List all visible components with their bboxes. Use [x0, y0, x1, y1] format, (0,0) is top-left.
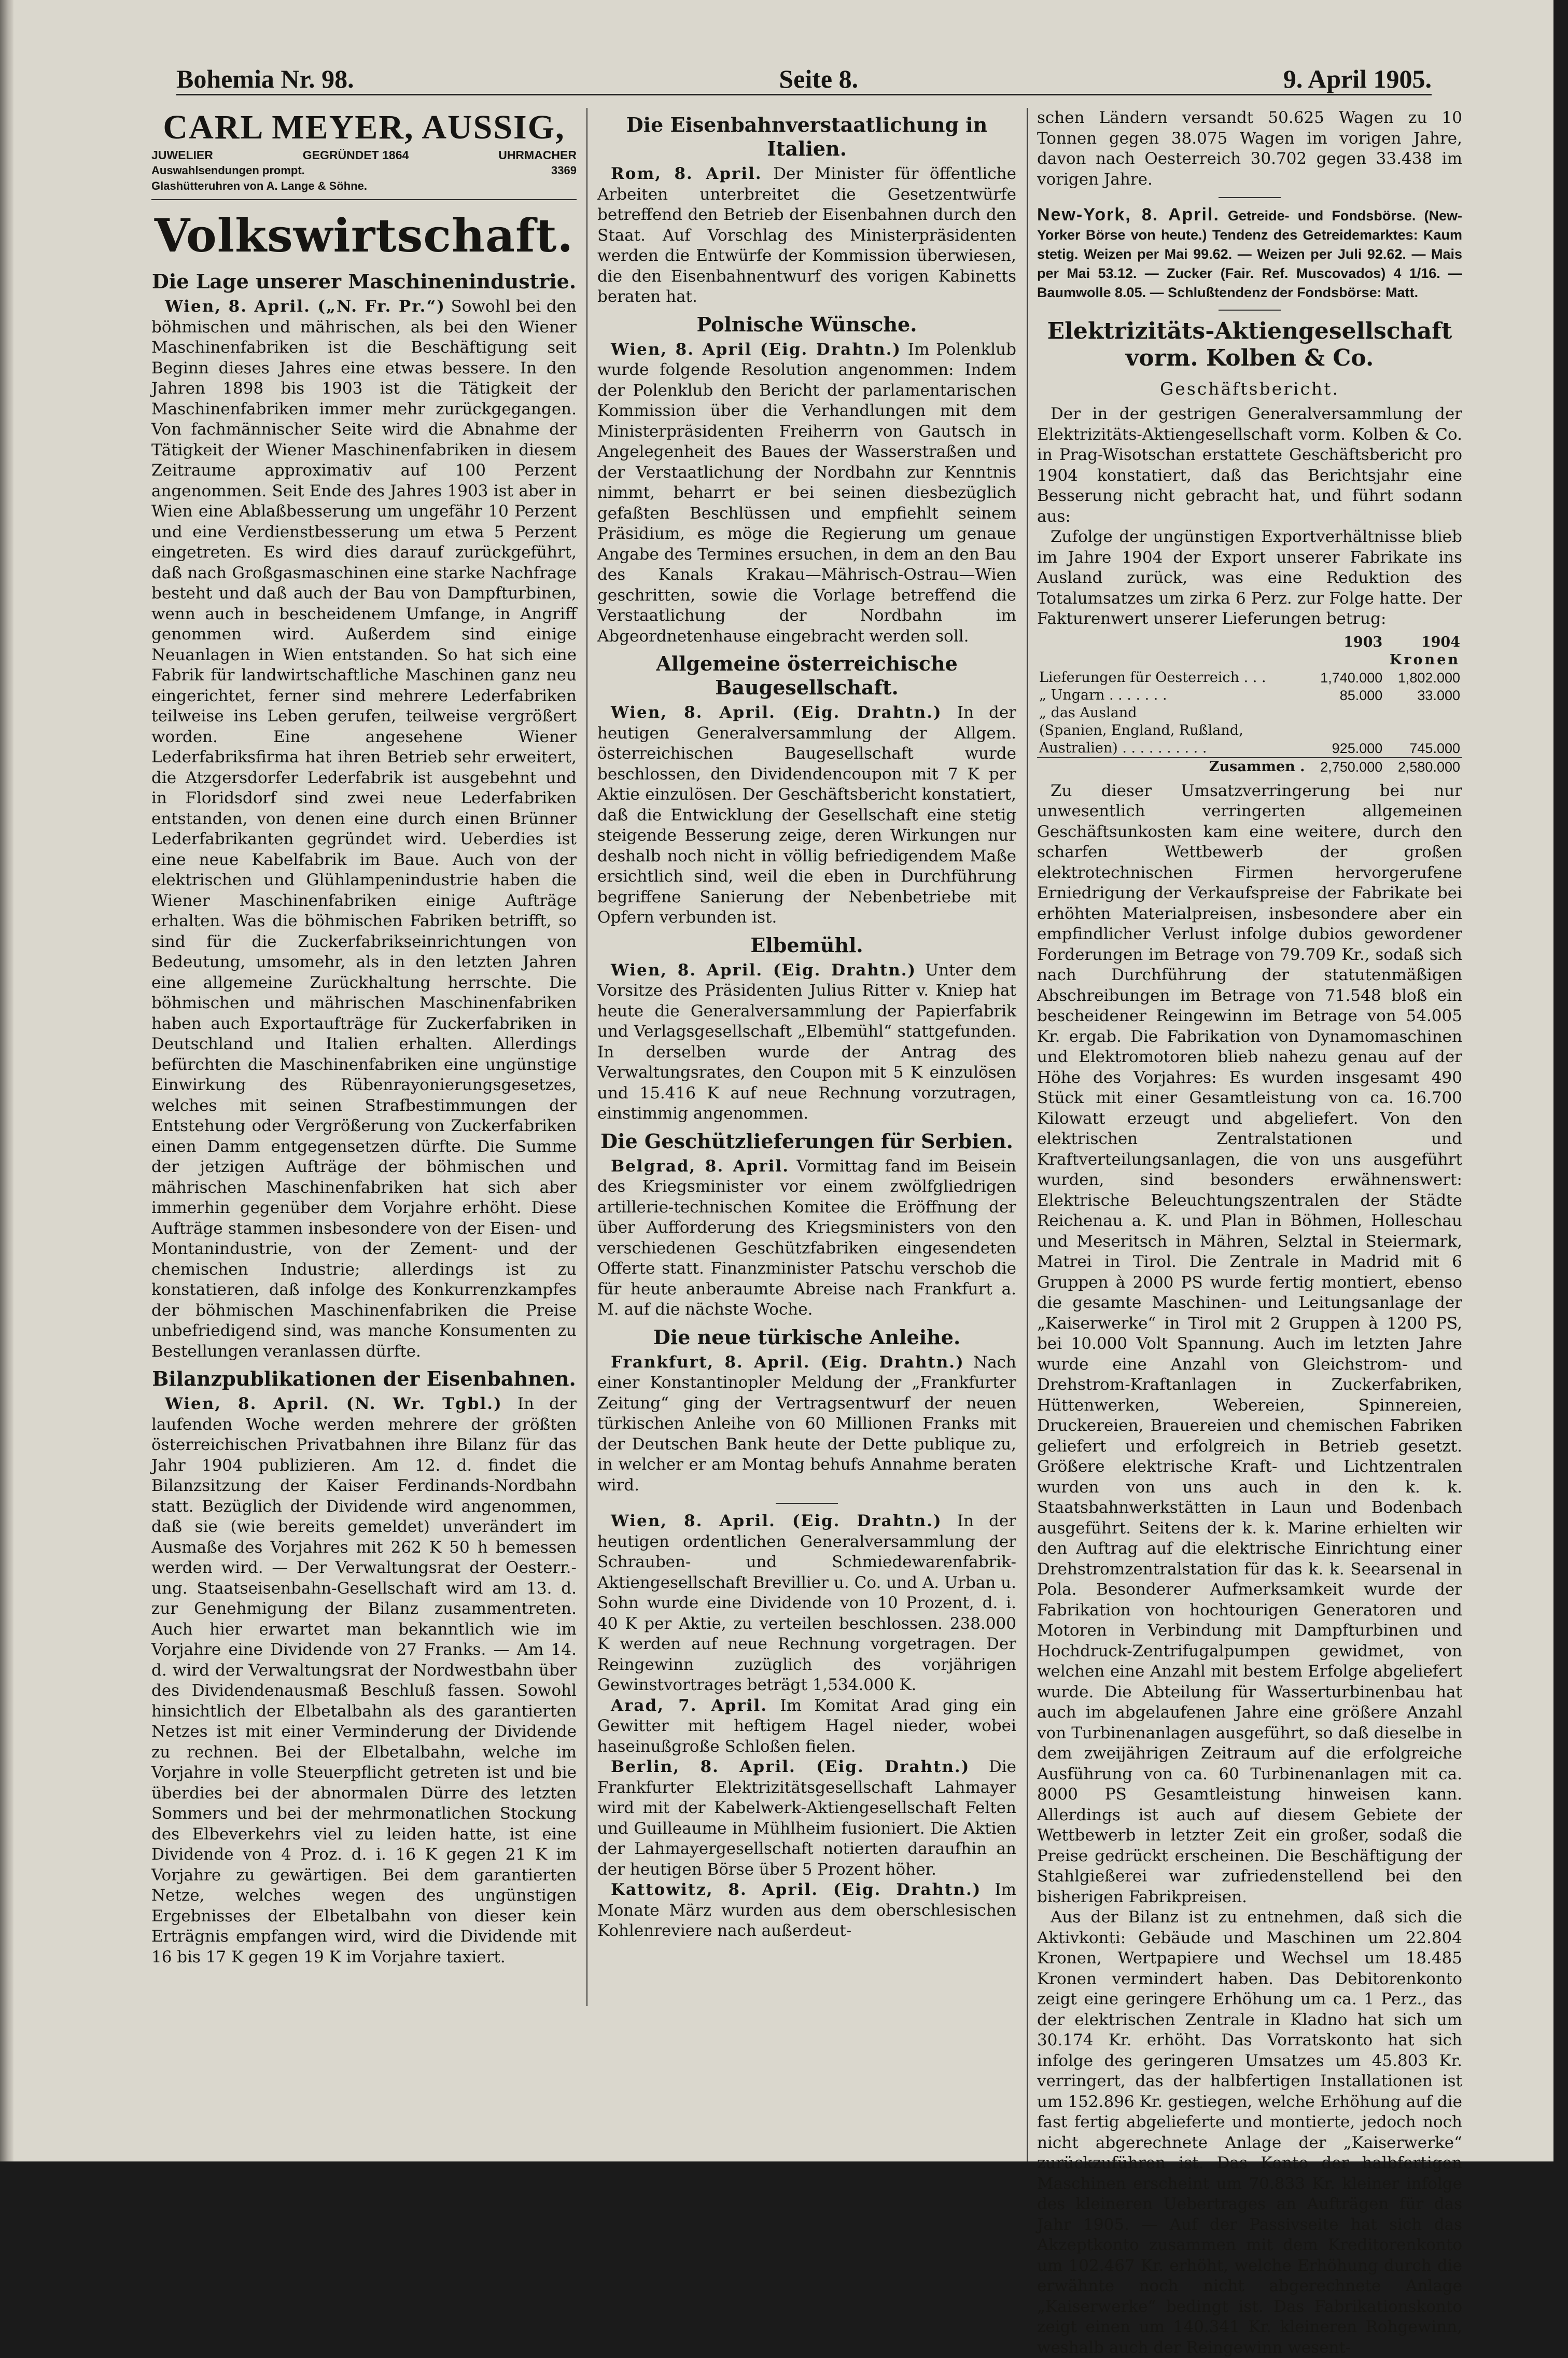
article-body	[597, 340, 1016, 647]
article-text: Nach einer Konstantinopler Meldung der „Frankfurter Zeitung“ ging der Vertragsentwurf der neuen türkischen Anleihe von 60 Millionen Franks mit der Deutschen Bank heute der Dette publique zu, in welcher er am Montag behufs Annahme beraten wird.	[597, 1352, 1016, 1495]
article-title: Elbemühl.	[750, 933, 863, 957]
market-report-text: Getreide- und Fondsbörse. (New-Yorker Börse von heute.) Tendenz des Getreidemarktes: Kaum stetig. Weizen per Mai 99.62. — Weizen per Juli 92.62. — Mais per Mai 53.12. — Zucker (Fair. Ref. Muscovados) 4 1/16. — Baumwolle 8.05. — Schlußtendenz der Fondsbörse: Matt.	[1037, 208, 1462, 300]
article-title: Die Eisenbahnverstaatlichung in Italien.	[626, 113, 988, 160]
article-text: In der heutigen Generalversammlung der Allgem. österreichischen Baugesellschaft wurde beschlossen, den Dividendencoupon mit 7 K per Aktie einzulösen. Der Geschäftsbericht konstatiert, daß die Entwicklung der Gesellschaft eine stetig steigende Besserung zeige, deren Wirkungen nur deshalb noch nicht in völlig befriedigendem Maße ersichtlich sind, weil die eben in Durchführung begriffene Sanierung der Nebenbetriebe mit Opfern verbunden ist.	[597, 703, 1016, 927]
table-value-1904: 1,802.000	[1397, 669, 1460, 686]
ad-reference-number: 3369	[551, 164, 577, 177]
table-row-label: (Spanien, England, Rußland,	[1039, 722, 1243, 738]
table-header-row	[1037, 634, 1462, 651]
advertisement	[151, 108, 577, 200]
article-text: Unter dem Vorsitze des Präsidenten Julius Ritter v. Kniep hat heute die Generalversammlung der Papierfabrik und Verlagsgesellschaft „Elbemühl“ stattgefunden. In derselben wurde der Antrag des Verwaltungsrates, den Coupon mit 5 K einzulösen und 15.416 K auf neue Rechnung vorzutragen, einstimmig angenommen.	[597, 960, 1016, 1123]
column-left	[151, 108, 577, 2006]
table-row	[1037, 722, 1462, 740]
article-paragraph: Aus der Bilanz ist zu entnehmen, daß sich die Aktivkonti: Gebäude und Maschinen um 22.804 Kronen, Wertpapiere und Wechsel um 18.485 Kronen vermindert haben. Das Debitorenkonto zeigt eine geringere Erhöhung um ca. 1 Perz., das der elektrischen Zentrale in Kladno hat sich um 30.174 Kr. erhöht. Das Vorratskonto hat sich infolge des geringeren Umsatzes um 45.803 Kr. verringert, das der halbfertigen Installationen ist um 152.896 Kr. gestiegen, welche Erhöhung auf die fast fertig abgelieferte und montierte, jedoch noch nicht abgerechnete Anlage der „Kaiserwerke“ zurückzuführen ist. Das Konto der halbfertigen Maschinen erscheint um 70.833 Kr. kleiner infolge des kleineren Uebertrages an Aufträgen für das Jahr 1905. — Auf der Passivseite hat sich das Akzeptkonto zusammen mit dem Kreditorenkonto um 102.467 Kr. erhöht, welche Erhöhung durch die erwähnte noch nicht abgerechnete Anlage „Kaiserwerke“ bedingt ist. Das Fabrikationskonto zeigt einen um 140.341 Kr. kleineren Rohgewinn, weshalb auch der Reingewinn wesent-	[1037, 1908, 1462, 2357]
article-body	[597, 1880, 1016, 1942]
table-unit: Kronen	[1389, 651, 1460, 668]
table-row-label: Lieferungen für Oesterreich . . .	[1039, 669, 1266, 686]
table-row-label: „ das Ausland	[1039, 704, 1137, 721]
ad-trade-left: JUWELIER	[151, 148, 213, 162]
article-body	[151, 297, 577, 1362]
section-title: Volkswirtschaft.	[154, 208, 574, 262]
article-body	[597, 1511, 1016, 1696]
ad-line-2	[151, 178, 577, 194]
article-dateline: Frankfurt, 8. April. (Eig. Drahtn.)	[611, 1352, 964, 1372]
article-title: Polnische Wünsche.	[696, 312, 917, 336]
table-row-label: „ Ungarn . . . . . . .	[1039, 687, 1167, 703]
column-right	[1037, 108, 1462, 2357]
table-total-1903: 2,750.000	[1307, 758, 1385, 776]
table-total-1904: 2,580.000	[1384, 758, 1462, 776]
article-title: Allgemeine österreichische Baugesellschaft.	[656, 652, 958, 699]
article-dateline: Wien, 8. April. (Eig. Drahtn.)	[611, 960, 917, 980]
article-text: In der laufenden Woche werden mehrere der größten österreichischen Privatbahnen ihre Bilanz für das Jahr 1904 publizieren. Am 12. d. findet die Bilanzsitzung der Kaiser Ferdinands-Nordbahn statt. Bezüglich der Dividende wird angenommen, daß sie (wie bereits gemeldet) unverändert im Ausmaße des Vorjahres mit 262 K 50 h bemessen werden wird. — Der Verwaltungsrat der Oesterr.-ung. Staatseisenbahn-Gesellschaft wird am 13. d. zur Genehmigung der Bilanz zusammentreten. Auch hier erwartet man bekanntlich wie im Vorjahre eine Dividende von 27 Franks. — Am 14. d. wird der Verwaltungsrat der Nordwestbahn über des Dividendenausmaß Beschluß fassen. Sowohl hinsichtlich der Elbetalbahn als des garantierten Netzes ist mit einer Verminderung der Dividende zu rechnen. Bei der Elbetalbahn, welche im Vorjahre in volle Steuerpflicht getreten ist und bie überdies bei der abnormalen Dürre des letzten Sommers und bei der mehrmonatlichen Stockung des Elbeverkehrs viel zu leiden hatte, ist eine Dividende von 4 Proz. d. i. 16 K gegen 21 K im Vorjahre zu gewärtigen. Bei dem garantierten Netze, welches wegen des ungünstigen Ergebnisses der Elbetalbahn von dieser kein Erträgnis empfangen wird, wird die Dividende mit 16 bis 17 K gegen 19 K im Vorjahre taxiert.	[151, 1394, 577, 1966]
article-dateline: Wien, 8. April. („N. Fr. Pr.“)	[165, 297, 445, 316]
table-row	[1037, 704, 1462, 722]
article-text: Der Minister für öffentliche Arbeiten unterbreitet die Gesetzentwürfe betreffend den Betrieb der Eisenbahnen durch den Staat. Auf Vorschlag des Ministerpräsidenten werden die Entwürfe der Kommission überwiesen, die den Eisenbahnentwurf des vorigen Kabinetts beraten hat.	[597, 164, 1016, 306]
article-title: Elektrizitäts-Aktiengesellschaft vorm. Kolben & Co.	[1047, 318, 1452, 371]
table-total-label: Zusammen .	[1037, 758, 1307, 776]
table-value-1904: 745.000	[1409, 740, 1460, 756]
market-report	[1037, 205, 1462, 302]
article-title: Die Lage unserer Maschinenindustrie.	[151, 270, 577, 293]
header-issue: Bohemia Nr. 98.	[176, 64, 354, 93]
article-dateline: Arad, 7. April.	[611, 1696, 768, 1715]
article-dateline: Wien, 8. April. (Eig. Drahtn.)	[611, 703, 942, 722]
revenue-table	[1037, 634, 1462, 776]
ad-line-2-text: Glashütteruhren von A. Lange & Söhne.	[151, 179, 368, 192]
table-row-label: Australien) . . . . . . . . . .	[1039, 740, 1207, 756]
article-dateline: Belgrad, 8. April.	[611, 1156, 789, 1176]
ad-line-1	[151, 163, 577, 178]
article-text: In der heutigen ordentlichen Generalversammlung der Schrauben- und Schmiedewarenfabrik-Aktiengesellschaft Brevillier u. Co. und A. Urban u. Sohn wurde eine Dividende von 10 Prozent, d. i. 40 K per Aktie, zu verteilen beschlossen. 238.000 K werden auf neue Rechnung vorgetragen. Der Reingewinn zuzüglich des vorjährigen Gewinstvortrages beträgt 1,534.000 K.	[597, 1512, 1016, 1694]
article-title: Die neue türkische Anleihe.	[653, 1325, 961, 1349]
article-text: Im Monate März wurden aus dem oberschlesischen Kohlenreviere nach außerdeut-	[597, 1880, 1016, 1940]
article-dateline: Wien, 8. April. (N. Wr. Tgbl.)	[165, 1394, 502, 1413]
article-body	[597, 1156, 1016, 1320]
table-value-1903	[1307, 704, 1385, 722]
article-text: Im Polenklub wurde folgende Resolution angenommen: Indem der Polenklub den Bericht der parlamentarischen Kommission über die Verhandlungen mit dem Ministerpräsidenten Freiherrn von Gautsch in Angelegenheit des Baues der Wasserstraßen und der Verstaatlichung der Nordbahn zur Kenntnis nimmt, beharrt er bei seinen diesbezüglich gefaßten Beschlüssen und empfiehlt seinem Präsidium, es möge die Regierung um genaue Angabe des Termines ersuchen, in dem an den Bau des Kanals Krakau—Mährisch-Ostrau—Wien geschritten, sowie die Vorlage betreffend die Verstaatlichung der Nordbahn im Abgeordnetenhause eingebracht werden soll.	[597, 340, 1016, 646]
article-body	[597, 1696, 1016, 1757]
article-continuation: schen Ländern versandt 50.625 Wagen zu 10 Tonnen gegen 38.075 Wagen im vorigen Jahre, davon nach Oesterreich 30.702 gegen 33.438 im vorigen Jahre.	[1037, 108, 1462, 189]
article-title: Die Geschützlieferungen für Serbien.	[600, 1129, 1013, 1153]
column-middle	[597, 108, 1016, 2161]
article-paragraph: Der in der gestrigen Generalversammlung der Elektrizitäts-Aktiengesellschaft vorm. Kolben & Co. in Prag-Wisotschan erstattete Geschäftsbericht pro 1904 konstatiert, daß das Berichtsjahr eine Besserung nicht gebracht hat, und führt sodann aus:	[1037, 404, 1462, 526]
article-body	[597, 164, 1016, 308]
header-date: 9. April 1905.	[1283, 64, 1432, 93]
article-body	[151, 1394, 577, 1968]
table-year-1904: 1904	[1421, 634, 1460, 650]
table-value-1903: 1,740.000	[1320, 669, 1383, 686]
table-value-1904	[1384, 722, 1462, 740]
ad-line-1-text: Auswahlsendungen prompt.	[151, 164, 305, 177]
table-value-1904: 33.000	[1417, 687, 1460, 703]
ad-trades-row	[151, 147, 577, 163]
header-page-number: Seite 8.	[779, 64, 859, 93]
article-subtitle: Geschäftsbericht.	[1159, 379, 1340, 399]
article-body	[597, 960, 1016, 1124]
table-row	[1037, 740, 1462, 758]
table-value-1904	[1384, 704, 1462, 722]
article-paragraph: Zu dieser Umsatzverringerung bei nur unwesentlich verringerten allgemeinen Geschäftsunkosten kam eine weitere, durch den scharfen Wettbewerb der großen elektrotechnischen Firmen hervorgerufene Erniedrigung der Verkaufspreise der Fabrikate bei erhöhten Materialpreisen, insbesondere aber ein empfindlicher Verlust infolge dubios gewordener Forderungen im Betrage von 79.709 Kr., sodaß sich nach Durchführung der statutenmäßigen Abschreibungen im Betrage von 71.548 bloß ein bescheidener Reingewinn im Betrage von 54.005 Kr. ergab. Die Fabrikation von Dynamomaschinen und Elektromotoren blieb nahezu genau auf der Höhe des Vorjahres: Es wurden insgesamt 490 Stück mit einer Gesamtleistung von ca. 16.700 Kilowatt erzeugt und abgeliefert. Von den elektrischen Zentralstationen und Kraftverteilungsanlagen, die von uns ausgeführt wurden, sind besonders erwähnenswert: Elektrische Beleuchtungszentralen der Städte Reichenau a. K. und Plan in Böhmen, Holleschau und Meseritsch in Mähren, Selztal in Steiermark, Matrei in Tirol. Die Zentrale in Madrid mit 6 Gruppen à 2000 PS wurde fertig montiert, ebenso die gesamte Maschinen- und Leitungsanlage der „Kaiserwerke“ in Tirol mit 2 Gruppen à 1200 PS, bei 10.000 Volt Spannung. Auch im letzten Jahre wurde eine Anzahl von Gleichstrom- und Drehstrom-Kraftanlagen in Zuckerfabriken, Hüttenwerken, Webereien, Spinnereien, Druckereien, Brauereien und chemischen Fabriken geliefert und erfolgreich in Betrieb gesetzt. Größere elektrische Kraft- und Lichtzentralen wurden von uns auch in den k. k. Staatsbahnwerkstätten in Laun und Bodenbach ausgeführt. Seitens der k. k. Marine erhielten wir den Auftrag auf die elektrische Einrichtung einer Drehstromzentralstation für das k. k. Seearsenal in Pola. Besonderer Aufmerksamkeit wurde der Fabrikation von hochtourigen Generatoren und Motoren in Verbindung mit Dampfturbinen und Hochdruck-Zentrifugalpumpen gewidmet, von welchen eine Anzahl mit bestem Erfolge abgeliefert wurde. Die Abteilung für Wasserturbinenbau hat auch im abgelaufenen Jahre eine größere Anzahl von Turbinenanlagen ausgeführt, so daß dieselbe in dem zweijährigen Zeitraum auf die erfolgreiche Ausführung von ca. 60 Turbinenanlagen mit ca. 8000 PS Gesamtleistung hinweisen kann. Allerdings ist auch auf diesem Gebiete der Wettbewerb in letzter Zeit ein großer, sodaß die Preise gedrückt erscheinen. Die Beschäftigung der Stahlgießerei war zufriedenstellend bei den bisherigen Fabrikpreisen.	[1037, 781, 1462, 1906]
column-rule-left	[586, 108, 587, 2006]
article-text: Vormittag fand im Beisein des Kriegsminister vor einem zwölfgliedrigen artillerie-technischen Komitee die Eröffnung der über Aufforderung des Kriegsministers von den verschiedenen Geschützfabriken eingesendeten Offerte statt. Finanzminister Patschu verschob die für heute anberaumte Abreise nach Frankfurt a. M. auf die nächste Woche.	[597, 1156, 1016, 1319]
article-separator	[1219, 197, 1281, 198]
article-dateline: Rom, 8. April.	[611, 164, 762, 183]
table-unit-row	[1037, 651, 1462, 669]
column-rule-right	[1027, 108, 1028, 2161]
article-title: Bilanzpublikationen der Eisenbahnen.	[152, 1367, 576, 1390]
market-report-title: New-York, 8. April.	[1037, 205, 1220, 225]
article-dateline: Berlin, 8. April. (Eig. Drahtn.)	[611, 1757, 970, 1776]
table-row	[1037, 669, 1462, 687]
table-value-1903: 85.000	[1339, 687, 1383, 703]
table-year-1903: 1903	[1343, 634, 1383, 650]
article-body	[597, 1352, 1016, 1496]
article-text: Die Frankfurter Elektrizitätsgesellschaft Lahmayer wird mit der Kabelwerk-Aktiengesellschaft Felten und Guilleaume in Mühlheim fusioniert. Die Aktien der Lahmayergesellschaft notierten daraufhin an der heutigen Börse über 5 Prozent höher.	[597, 1757, 1017, 1879]
article-separator	[776, 1503, 838, 1504]
article-body	[597, 703, 1016, 928]
article-text: Sowohl bei den böhmischen und mährischen, als bei den Wiener Maschinenfabriken ist die Beschäftigung seit Beginn dieses Jahres eine etwas bessere. In den Jahren 1898 bis 1903 ist die Tätigkeit der Maschinenfabriken immer mehr zurückgegangen. Von fachmännischer Seite wird die Abnahme der Tätigkeit der Wiener Maschinenfabriken in diesem Zeitraume approximativ auf 100 Perzent angenommen. Seit Ende des Jahres 1903 ist aber in Wien eine Ablaßbesserung um ungefähr 10 Perzent und eine Verdienstbesserung um etwa 5 Perzent eingetreten. Es wird dies darauf zurückgeführt, daß nach Großgasmaschinen eine starke Nachfrage besteht und daß auch der Bau von Dampfturbinen, wenn auch in bescheidenem Umfange, in Angriff genommen wird. Außerdem sind einige Neuanlagen in Wien entstanden. So hat sich eine Fabrik für landwirtschaftliche Maschinen ganz neu eingerichtet, ferner sind mehrere Lederfabriken teilweise ins Leben gerufen, teilweise vergrößert worden. Eine angesehene Wiener Lederfabriksfirma hat ihren Betrieb sehr erweitert, die Atzgersdorfer Lederfabrik ist ausgebehnt und in Floridsdorf sind zwei neue Lederfabriken entstanden, von denen eine durch einen Brünner Lederfabrikanten gegründet wird. Ueberdies ist eine neue Kabelfabrik im Baue. Auch von der elektrischen und Glühlampenindustrie haben die Wiener Maschinenfabriken einige Aufträge erhalten. Was die böhmischen Fabriken betrifft, so sind für die Zuckerfabrikseinrichtungen von Bedeutung, umsomehr, als in den letzten Jahren eine allgemeine Zurückhaltung herrschte. Die böhmischen und mährischen Maschinenfabriken haben auch Exportaufträge für Zuckerfabriken in Deutschland und Italien erhalten. Allerdings befürchten die Maschinenfabriken eine ungünstige Einwirkung des Rübenrayonierungsgesetzes, welches mit seinen Strafbestimmungen der Entstehung oder Vergrößerung von Zuckerfabriken einen Damm entgegensetzen dürfte. Die Summe der jetzigen Aufträge der böhmischen und mährischen Maschinenfabriken hat sich aber immerhin gegenüber dem Vorjahre erhöht. Diese Aufträge stammen insbesondere von der Eisen- und Montanindustrie, von der Zement- und der chemischen Industrie; allerdings ist zu konstatieren, daß infolge des Konkurrenzkampfes der böhmischen Maschinenfabriken die Preise unbefriedigend sind, was manche Konsumenten zu Bestellungen veranlassen dürfte.	[151, 297, 577, 1361]
article-separator	[1219, 310, 1281, 311]
ad-trade-right: UHRMACHER	[498, 148, 577, 162]
article-dateline: Kattowitz, 8. April. (Eig. Drahtn.)	[611, 1880, 982, 1899]
article-body	[597, 1757, 1016, 1880]
article-dateline: Wien, 8. April. (Eig. Drahtn.)	[611, 1512, 942, 1530]
table-value-1903: 925.000	[1332, 740, 1383, 756]
article-dateline: Wien, 8. April (Eig. Drahtn.)	[611, 340, 902, 359]
article-text: Im Komitat Arad ging ein Gewitter mit heftigem Hagel nieder, wobei haseinußgroße Schloßen fielen.	[597, 1696, 1016, 1756]
ad-company-name: CARL MEYER, AUSSIG,	[163, 108, 565, 146]
article-paragraph: Zufolge der ungünstigen Exportverhältnisse blieb im Jahre 1904 der Export unserer Fabrikate ins Ausland zurück, was eine Reduktion des Totalumsatzes um zirka 6 Perz. zur Folge hatte. Der Fakturenwert unserer Lieferungen betrug:	[1037, 527, 1462, 628]
ad-founded: GEGRÜNDET 1864	[302, 148, 409, 162]
table-row	[1037, 687, 1462, 704]
table-value-1903	[1307, 722, 1385, 740]
table-total-row	[1037, 758, 1462, 776]
running-header	[176, 60, 1432, 95]
